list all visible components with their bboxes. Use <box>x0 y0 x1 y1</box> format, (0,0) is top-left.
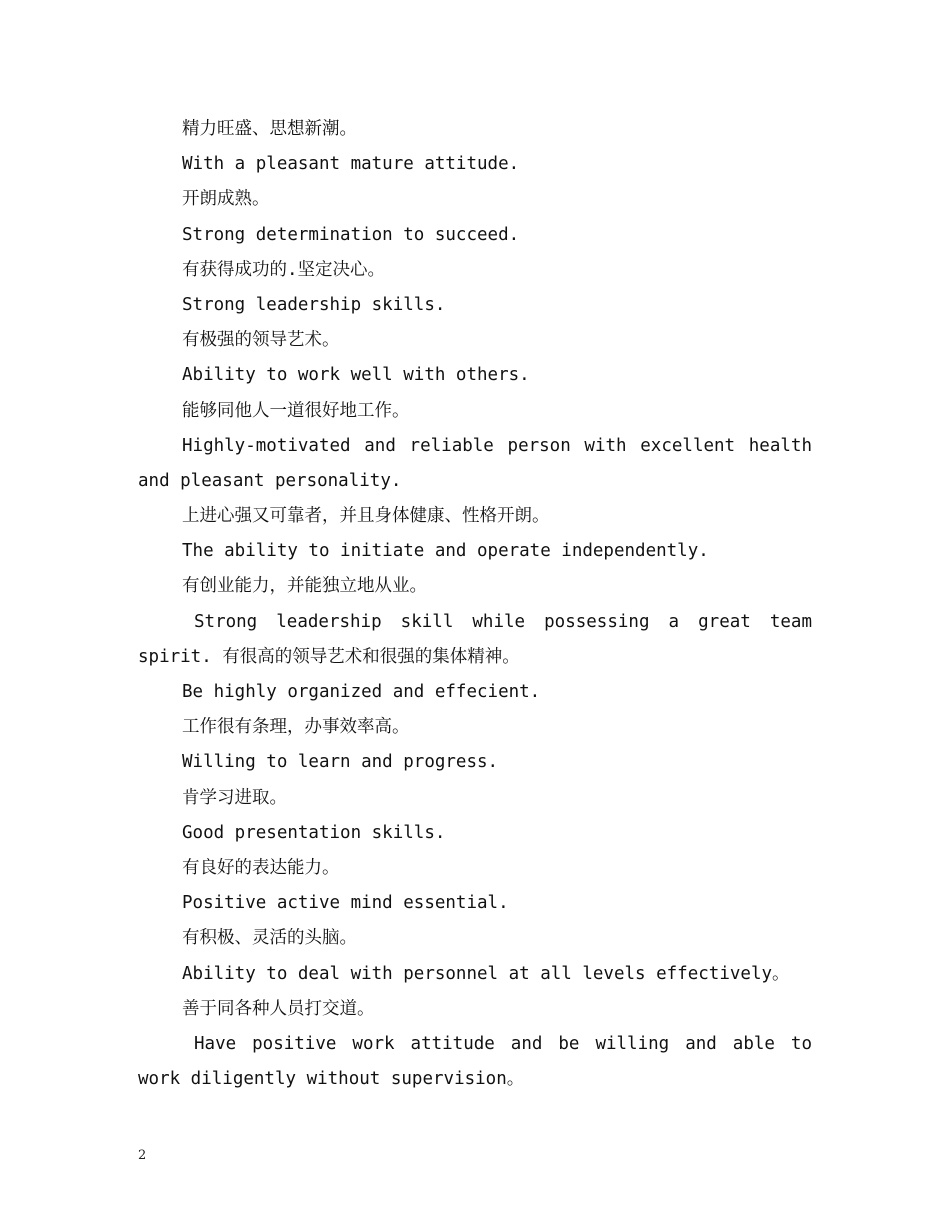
paragraph: 肯学习进取。 <box>182 787 287 808</box>
paragraph: The ability to initiate and operate independently. <box>182 541 709 562</box>
paragraph: Strong leadership skills. <box>182 294 446 315</box>
paragraph: Willing to learn and progress. <box>182 752 499 773</box>
paragraph: 开朗成熟。 <box>182 189 270 210</box>
paragraph: Be highly organized and effecient. <box>182 682 541 703</box>
paragraph: Strong leadership skill while possessing a great team spirit. 有很高的领导艺术和很强的集体精神。 <box>138 611 812 667</box>
paragraph: Positive active mind essential. <box>182 893 509 914</box>
paragraph: Good presentation skills. <box>182 822 446 843</box>
paragraph: 上进心强又可靠者，并且身体健康、性格开朗。 <box>182 506 550 527</box>
paragraph: Have positive work attitude and be willing and able to work diligently without supervision。 <box>138 1033 812 1090</box>
paragraph: 有创业能力，并能独立地从业。 <box>182 576 427 597</box>
paragraph: 有良好的表达能力。 <box>182 858 340 878</box>
paragraph: Ability to deal with personnel at all levels effectively。 <box>182 963 790 984</box>
paragraph: 有积极、灵活的头脑。 <box>182 928 357 949</box>
paragraph: 能够同他人一道很好地工作。 <box>182 400 410 421</box>
page-number: 2 <box>138 1148 147 1163</box>
paragraph: Strong determination to succeed. <box>182 224 520 245</box>
paragraph: 善于同各种人员打交道。 <box>182 998 375 1019</box>
paragraph: Ability to work well with others. <box>182 365 530 386</box>
paragraph: 精力旺盛、思想新潮。 <box>182 119 357 139</box>
paragraph: 有极强的领导艺术。 <box>182 330 340 351</box>
paragraph: 工作很有条理，办事效率高。 <box>182 717 410 738</box>
paragraph: With a pleasant mature attitude. <box>182 154 520 175</box>
paragraph: 有获得成功的.坚定决心。 <box>182 259 386 280</box>
paragraph: Highly-motivated and reliable person with excellent health and pleasant personality. <box>138 435 812 491</box>
page-content <box>138 112 812 1097</box>
